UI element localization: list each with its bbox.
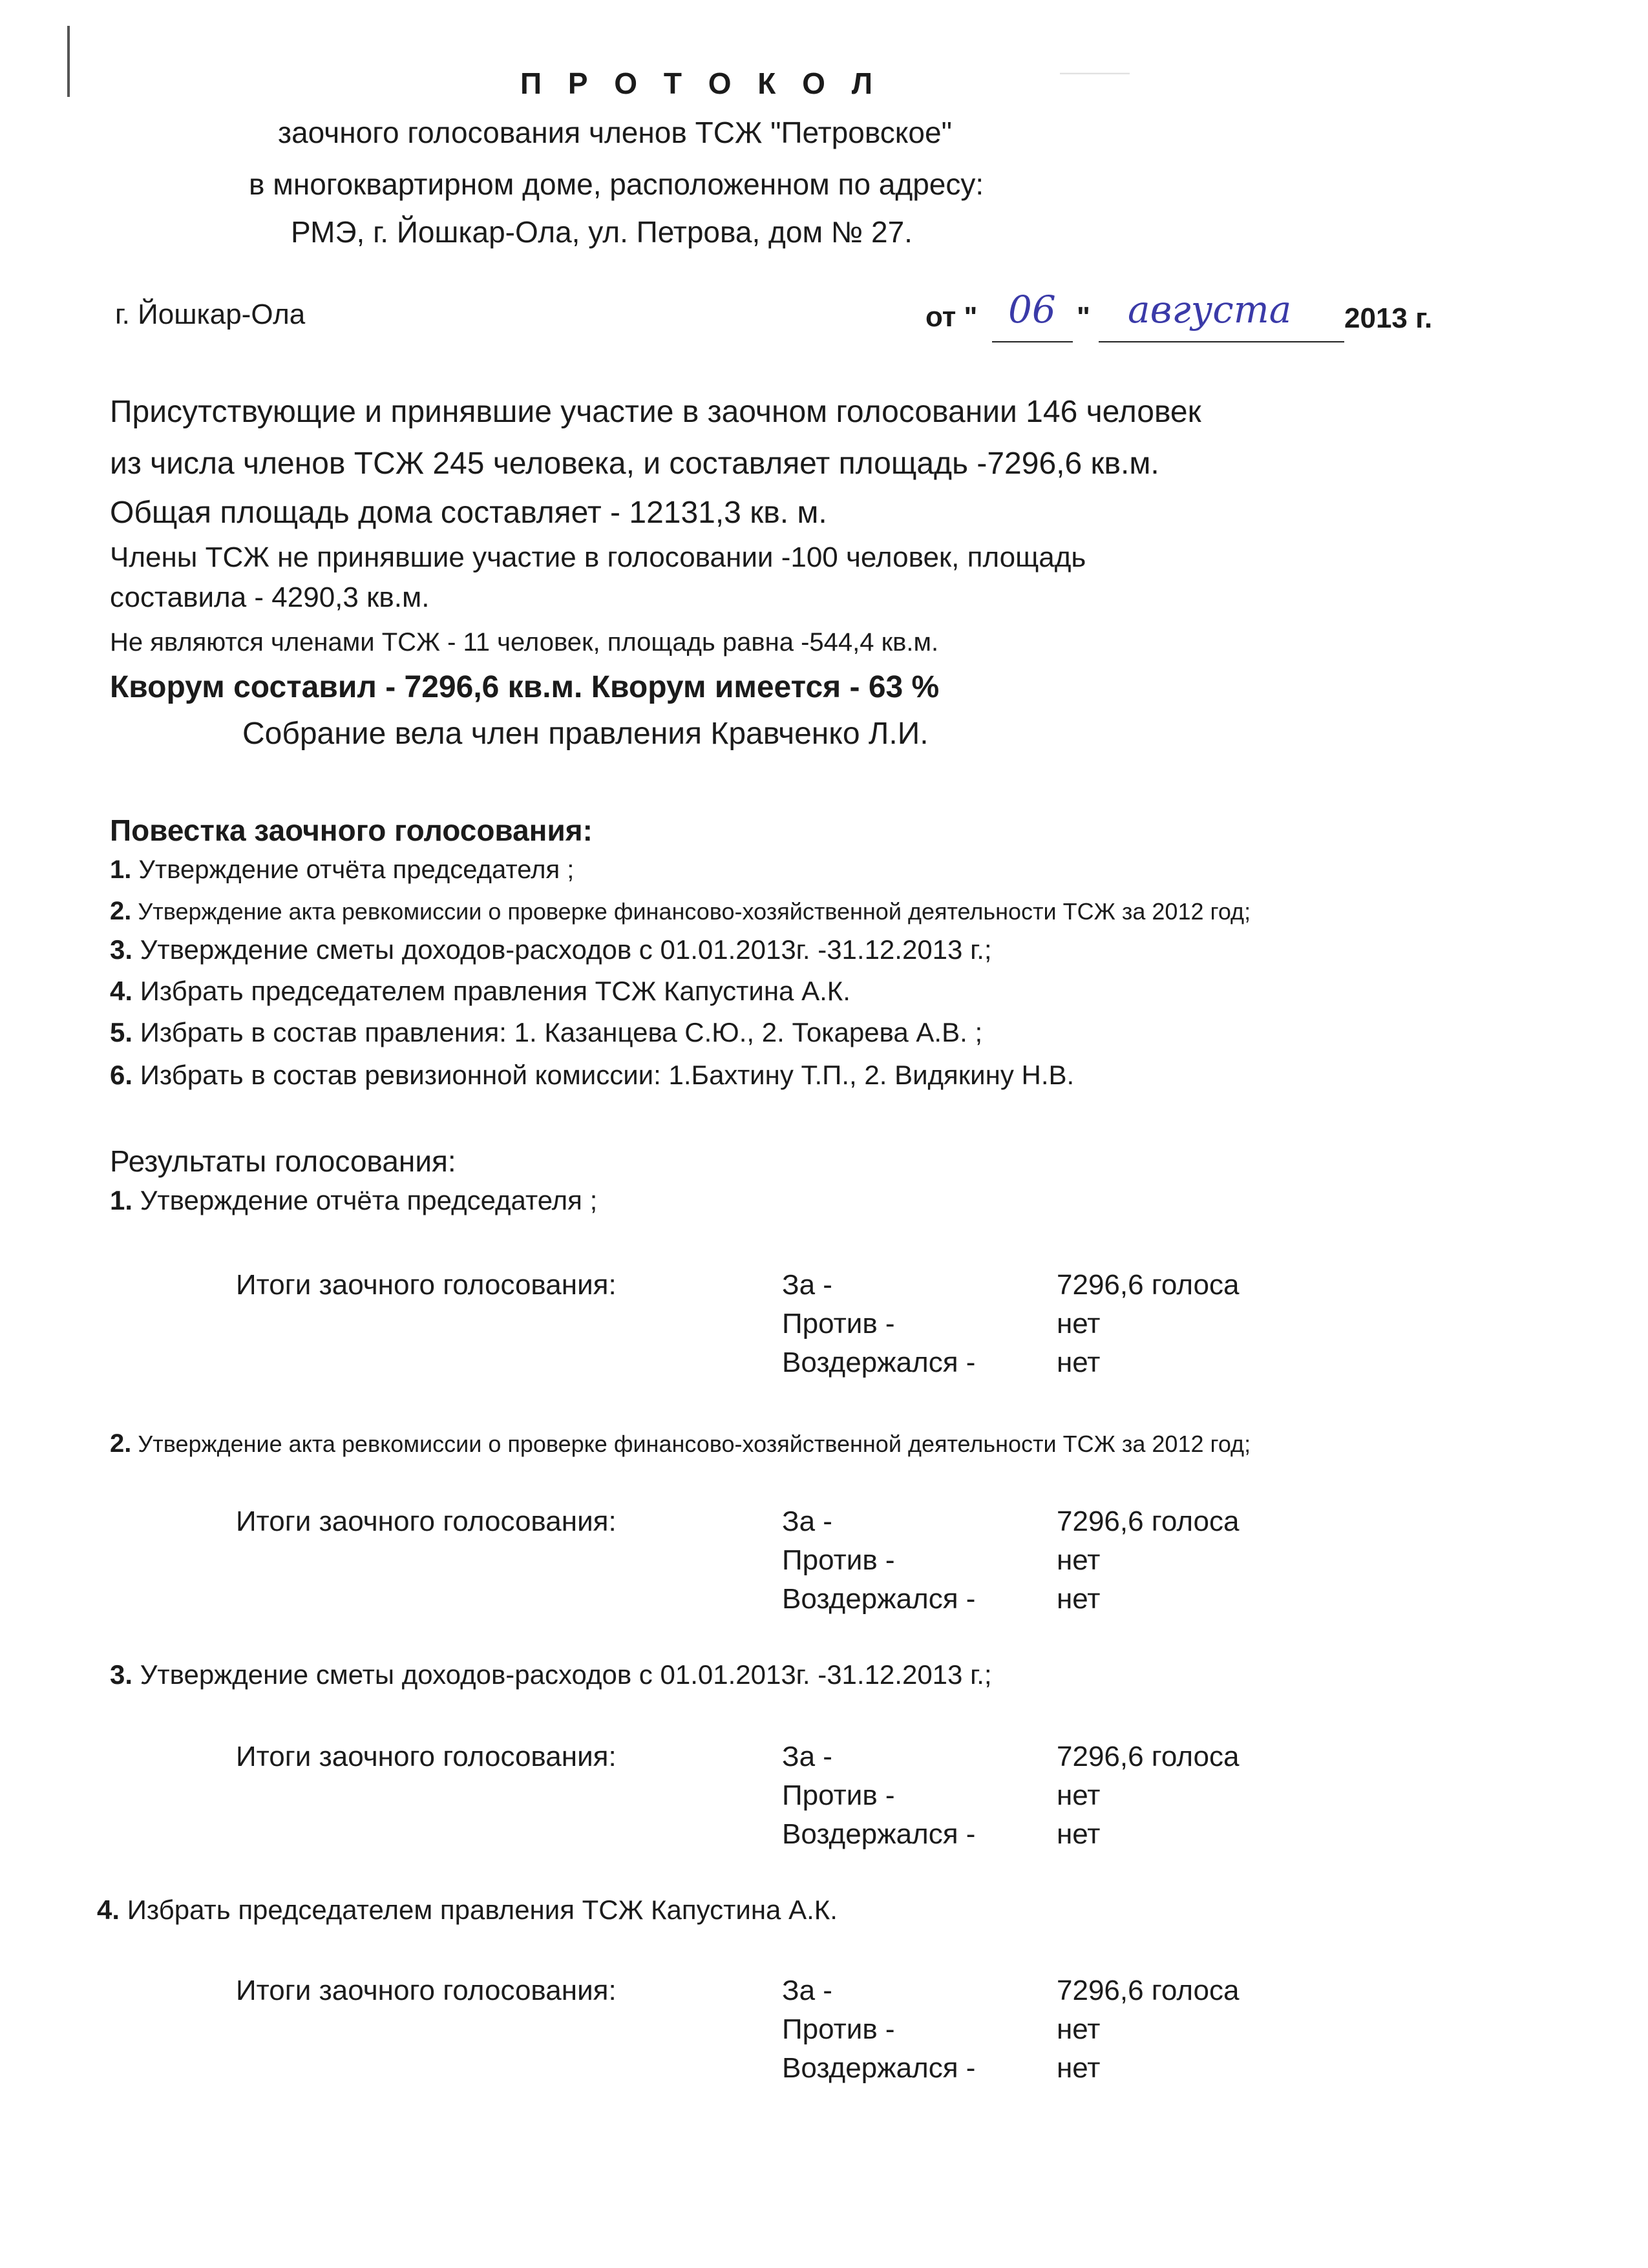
total-area: Общая площадь дома составляет - 12131,3 кв. м. [110, 496, 827, 530]
date-month-handwritten: августа [1128, 288, 1292, 331]
summary-label: Итоги заочного голосования: [236, 1269, 617, 1301]
for-label: За - [782, 1269, 832, 1301]
summary-label: Итоги заочного голосования: [236, 1975, 617, 2006]
subtitle-line-2: в многоквартирном доме, расположенном по адресу: [249, 167, 984, 201]
against-label: Против - [782, 2013, 895, 2045]
agenda-item: 3. Утверждение сметы доходов-расходов с 01.01.2013г. -31.12.2013 г.; [110, 934, 992, 965]
month-underline [1099, 341, 1344, 342]
agenda-item: 4. Избрать председателем правления ТСЖ Капустина А.К. [110, 976, 850, 1006]
against-value: нет [1057, 1544, 1101, 1576]
city: г. Йошкар-Ола [115, 299, 306, 330]
agenda-item: 6. Избрать в состав ревизионной комиссии: 1.Бахтину Т.П., 2. Видякину Н.В. [110, 1060, 1075, 1090]
agenda-heading: Повестка заочного голосования: [110, 814, 593, 847]
against-value: нет [1057, 1780, 1101, 1811]
abstain-value: нет [1057, 1818, 1101, 1850]
against-value: нет [1057, 1308, 1101, 1339]
abstain-value: нет [1057, 1583, 1101, 1615]
non-voting-area: составила - 4290,3 кв.м. [110, 582, 430, 613]
document-title: П Р О Т О К О Л [520, 67, 882, 100]
abstain-value: нет [1057, 1347, 1101, 1378]
result-item-title: 2. Утверждение акта ревкомиссии о проверке финансово-хозяйственной деятельности ТСЖ за 2012 год; [110, 1429, 1251, 1458]
for-value: 7296,6 голоса [1057, 1269, 1240, 1301]
agenda-item: 1. Утверждение отчёта председателя ; [110, 856, 575, 884]
attendance-line-1: Присутствующие и принявшие участие в заочном голосовании 146 человек [110, 395, 1201, 429]
for-label: За - [782, 1741, 832, 1772]
abstain-label: Воздержался - [782, 1347, 976, 1378]
result-item-title: 1. Утверждение отчёта председателя ; [110, 1185, 598, 1215]
result-item-title: 3. Утверждение сметы доходов-расходов с 01.01.2013г. -31.12.2013 г.; [110, 1659, 992, 1690]
date-prefix: от " [925, 301, 978, 333]
subtitle-line-1: заочного голосования членов ТСЖ "Петровское" [278, 116, 952, 149]
abstain-value: нет [1057, 2052, 1101, 2084]
day-underline [992, 341, 1073, 342]
agenda-item: 2. Утверждение акта ревкомиссии о проверке финансово-хозяйственной деятельности ТСЖ за 2012 год; [110, 897, 1251, 925]
date-year: 2013 г. [1344, 302, 1433, 334]
subtitle-line-3: РМЭ, г. Йошкар-Ола, ул. Петрова, дом № 27. [291, 215, 913, 249]
abstain-label: Воздержался - [782, 2052, 976, 2084]
date-day-handwritten: 06 [1008, 288, 1056, 331]
summary-label: Итоги заочного голосования: [236, 1741, 617, 1772]
abstain-label: Воздержался - [782, 1583, 976, 1615]
abstain-label: Воздержался - [782, 1818, 976, 1850]
for-label: За - [782, 1506, 832, 1537]
results-heading: Результаты голосования: [110, 1144, 456, 1178]
attendance-line-2: из числа членов ТСЖ 245 человека, и составляет площадь -7296,6 кв.м. [110, 446, 1159, 481]
margin-mark [67, 26, 70, 97]
for-value: 7296,6 голоса [1057, 1506, 1240, 1537]
against-label: Против - [782, 1544, 895, 1576]
against-label: Против - [782, 1308, 895, 1339]
non-voting-members: Члены ТСЖ не принявшие участие в голосовании -100 человек, площадь [110, 541, 1086, 573]
result-item-title: 4. Избрать председателем правления ТСЖ Капустина А.К. [97, 1895, 838, 1925]
for-label: За - [782, 1975, 832, 2006]
bleed-through-decoration: ——— [1060, 58, 1130, 85]
for-value: 7296,6 голоса [1057, 1975, 1240, 2006]
for-value: 7296,6 голоса [1057, 1741, 1240, 1772]
against-label: Против - [782, 1780, 895, 1811]
date-quote: " [1077, 301, 1090, 333]
summary-label: Итоги заочного голосования: [236, 1506, 617, 1537]
non-members: Не являются членами ТСЖ - 11 человек, площадь равна -544,4 кв.м. [110, 628, 939, 656]
agenda-item: 5. Избрать в состав правления: 1. Казанцева С.Ю., 2. Токарева А.В. ; [110, 1017, 983, 1047]
against-value: нет [1057, 2013, 1101, 2045]
meeting-chair: Собрание вела член правления Кравченко Л.И. [242, 717, 929, 751]
quorum: Кворум составил - 7296,6 кв.м. Кворум имеется - 63 % [110, 670, 940, 704]
